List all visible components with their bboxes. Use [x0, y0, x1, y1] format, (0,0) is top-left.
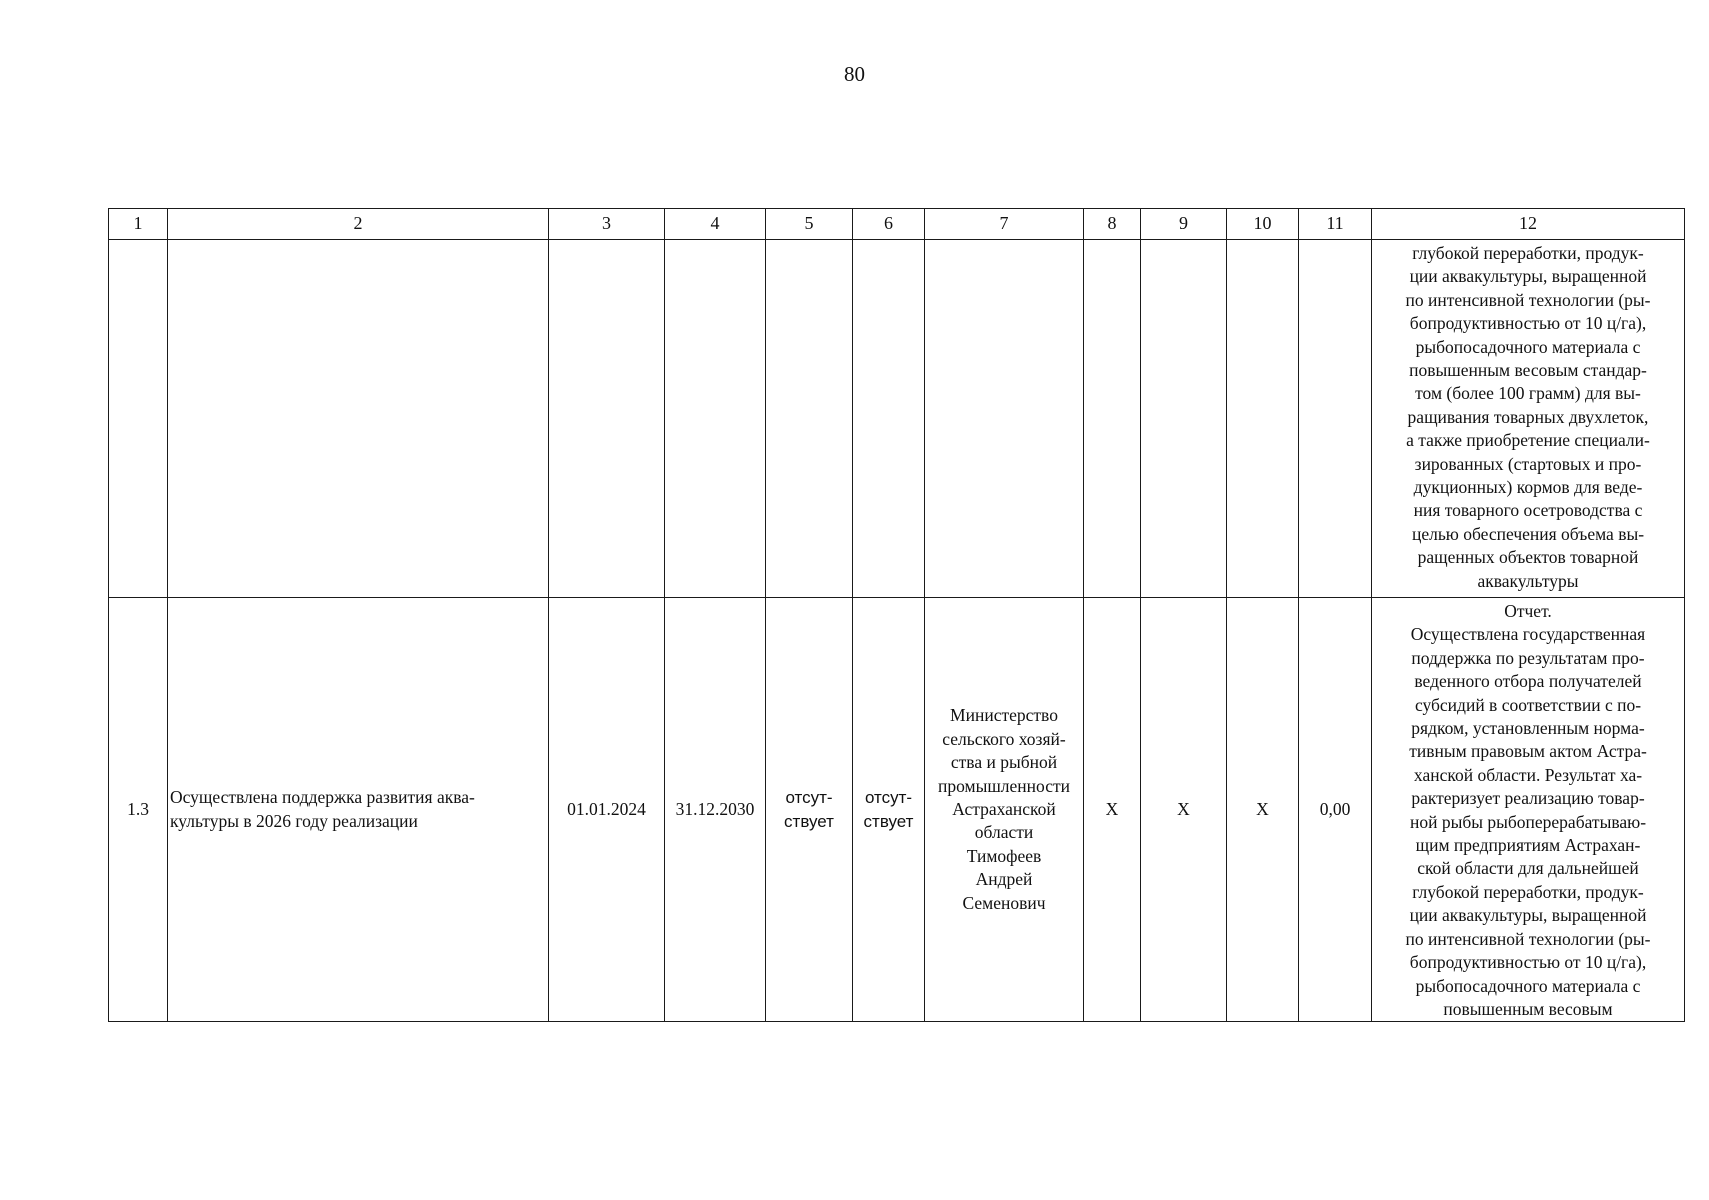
empty-cell — [925, 240, 1084, 598]
end-date — [665, 598, 766, 1022]
event-name-text: Осуществлена поддержка развития аква- культуры в 2026 году реализации — [170, 787, 475, 831]
start-date — [549, 598, 665, 1022]
empty-cell — [168, 240, 549, 598]
row-number — [109, 598, 168, 1022]
end-date-text: 31.12.2030 — [675, 798, 755, 819]
result-description-text: Отчет. Осуществлена государственная поддержка по результатам про- веденного отбора получателей субсидий в соответствии с по- рядком, установленным норма- тивным правовым актом Астра- ханской области. Результат ха- рактеризует реализацию товар- ной рыбы рыбоперерабатываю- щим предприятиям Астрахан- ской области для дальнейшей глубокой переработки, продук- ции аквакультуры, выращенной по интенсивной технологии (ры- бопродуктивностью от 10 ц/га), рыбопосадочного материала с повышенным весовым — [1405, 601, 1651, 1019]
empty-cell — [1141, 240, 1227, 598]
header-cell-5: 5 — [766, 209, 853, 240]
result-description-continuation-text: глубокой переработки, продук- ции аквакультуры, выращенной по интенсивной технологии (ры- бопродуктивностью от 10 ц/га), рыбопосадочного материала с повышенным весовым стандар- том (более 100 грамм) для вы- ращивания товарных двухлеток, а также приобретение специали- зированных (стартовых и про- дукционных) кормов для веде- ния товарного осетроводства с целью обеспечения объема вы- ращенных объектов товарной аквакультуры — [1405, 243, 1651, 591]
empty-cell — [1299, 240, 1372, 598]
row-number-text: 1.3 — [127, 798, 149, 819]
column-5-value — [766, 598, 853, 1022]
table-header-row — [109, 209, 1685, 240]
header-cell-4: 4 — [665, 209, 766, 240]
header-cell-1: 1 — [109, 209, 168, 240]
column-10-value — [1227, 598, 1299, 1022]
column-10-text: Х — [1256, 798, 1269, 819]
table-row-1-3 — [109, 598, 1685, 1022]
empty-cell — [549, 240, 665, 598]
column-5-text: отсут- ствует — [784, 788, 834, 831]
header-cell-12: 12 — [1372, 209, 1685, 240]
column-11-value — [1299, 598, 1372, 1022]
responsible-executor-text: Министерство сельского хозяй- ства и рыбной промышленности Астраханской области Тимофеев Андрей Семенович — [937, 705, 1071, 913]
header-cell-6: 6 — [853, 209, 925, 240]
column-6-value — [853, 598, 925, 1022]
column-11-text: 0,00 — [1319, 798, 1351, 819]
table-row-continuation — [109, 240, 1685, 598]
header-cell-9: 9 — [1141, 209, 1227, 240]
header-cell-2: 2 — [168, 209, 549, 240]
empty-cell — [1227, 240, 1299, 598]
header-cell-11: 11 — [1299, 209, 1372, 240]
column-8-text: Х — [1105, 798, 1119, 819]
empty-cell — [853, 240, 925, 598]
column-9-text: Х — [1177, 798, 1190, 819]
empty-cell — [109, 240, 168, 598]
result-description-continuation — [1372, 240, 1685, 598]
responsible-executor — [925, 598, 1084, 1022]
header-cell-3: 3 — [549, 209, 665, 240]
header-cell-10: 10 — [1227, 209, 1299, 240]
document-table — [108, 208, 1685, 1022]
page-number: 80 — [844, 62, 865, 86]
empty-cell — [665, 240, 766, 598]
header-cell-8: 8 — [1084, 209, 1141, 240]
event-name — [168, 598, 549, 1022]
column-9-value — [1141, 598, 1227, 1022]
empty-cell — [766, 240, 853, 598]
empty-cell — [1084, 240, 1141, 598]
result-description — [1372, 598, 1685, 1022]
column-8-value — [1084, 598, 1141, 1022]
header-cell-7: 7 — [925, 209, 1084, 240]
start-date-text: 01.01.2024 — [567, 798, 646, 819]
column-6-text: отсут- ствует — [863, 788, 914, 831]
